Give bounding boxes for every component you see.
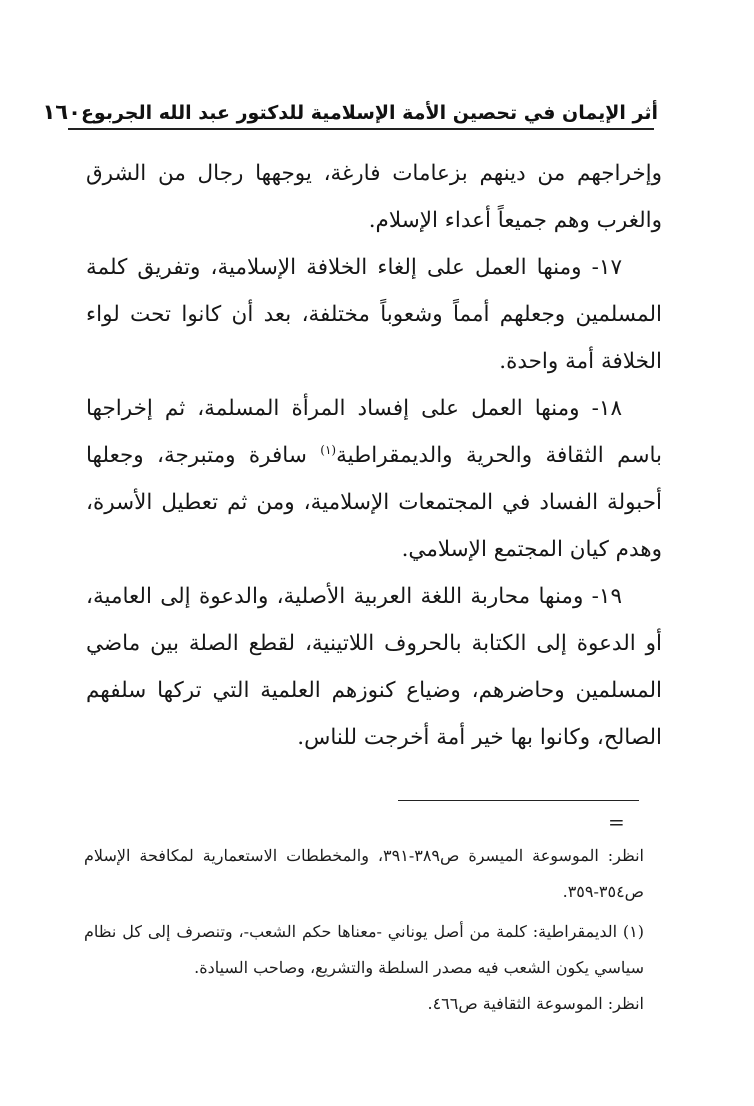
paragraph-intro: وإخراجهم من دينهم بزعامات فارغة، يوجهها رجال من الشرق والغرب وهم جميعاً أعداء الإسلام. — [86, 161, 662, 233]
paragraph-17: ١٧- ومنها العمل على إلغاء الخلافة الإسلامية، وتفريق كلمة المسلمين وجعلهم أمماً وشعوباً مختلفة، بعد أن كانوا تحت لواء الخلافة أمة واحدة. — [86, 255, 662, 374]
paragraph-18 — [86, 385, 662, 573]
footnote-1-reference: انظر: الموسوعة الثقافية ص٤٦٦. — [427, 994, 644, 1013]
header-title: أثر الإيمان في تحصين الأمة الإسلامية للدكتور عبد الله الجربوع — [80, 102, 658, 124]
footnote-ref-previous: انظر: الموسوعة الميسرة ص٣٨٩-٣٩١، والمخططات الاستعمارية لمكافحة الإسلام ص٣٥٤-٣٥٩. — [84, 846, 644, 901]
main-text — [86, 150, 662, 761]
paragraph-18-part-1: ١٨- ومنها العمل على إفساد المرأة المسلمة، ثم إخراجها باسم الثقافة والحرية والديمقراطية — [86, 396, 662, 468]
footnote-1: (١) الديمقراطية: كلمة من أصل يوناني -معناها حكم الشعب-، وتنصرف إلى كل نظام سياسي يكون الشعب فيه مصدر السلطة والتشريع، وصاحب السيادة. — [84, 922, 644, 977]
footnote-continuation-mark: = — [608, 810, 625, 834]
running-header — [42, 84, 658, 124]
footnote-divider — [398, 800, 639, 801]
footnote-marker-1: (١) — [320, 442, 337, 457]
header-divider — [68, 128, 654, 130]
footnotes — [84, 838, 644, 1022]
paragraph-19: ١٩- ومنها محاربة اللغة العربية الأصلية، والدعوة إلى العامية، أو الدعوة إلى الكتابة بالحروف اللاتينية، لقطع الصلة بين ماضي المسلمين وحاضرهم، وضياع كنوزهم العلمية التي تركها سلفهم الصالح، وكانوا بها خير أمة أخرجت للناس. — [86, 584, 662, 750]
paragraph-18-part-2: سافرة ومتبرجة، وجعلها أحبولة الفساد في المجتمعات الإسلامية، ومن ثم تعطيل الأسرة، وهدم كيان المجتمع الإسلامي. — [86, 443, 662, 562]
page-number: ١٦٠ — [42, 100, 81, 124]
